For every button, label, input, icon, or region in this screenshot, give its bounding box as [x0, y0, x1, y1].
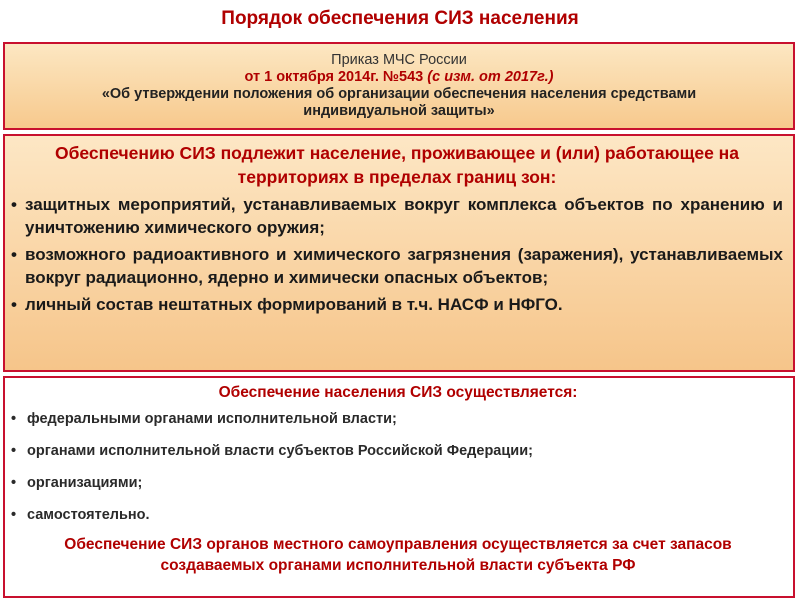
slide-title: Порядок обеспечения СИЗ населения	[221, 8, 579, 29]
bullet-icon: •	[11, 507, 17, 523]
subject-heading: Обеспечению СИЗ подлежит население, проживающее и (или) работающее на территориях в пределах границ зон:	[55, 143, 739, 187]
subject-item-text: личный состав нештатных формирований в т.ч. НАСФ и НФГО.	[25, 295, 563, 314]
bullet-icon: •	[11, 245, 17, 264]
order-amendment: (с изм. от 2017г.)	[427, 69, 554, 85]
bullet-icon: •	[11, 443, 17, 459]
bullet-icon: •	[11, 475, 17, 491]
supply-item	[11, 506, 785, 524]
order-line-4: индивидуальной защиты»	[303, 103, 495, 119]
supply-footer: Обеспечение СИЗ органов местного самоуправления осуществляется за счет запасов создаваемых органами исполнительной власти субъекта РФ	[64, 536, 732, 574]
supply-box	[3, 376, 795, 598]
supply-item-text: федеральными органами исполнительной власти;	[27, 411, 397, 427]
supply-item	[11, 474, 785, 492]
subject-item-text: возможного радиоактивного и химического загрязнения (заражения), устанавливаемых вокруг радиационно, ядерно и химически опасных объектов;	[25, 245, 783, 287]
bullet-icon: •	[11, 295, 17, 314]
bullet-icon: •	[11, 411, 17, 427]
order-line-3: «Об утверждении положения об организации обеспечения населения средствами	[101, 86, 697, 102]
order-date-number: от 1 октября 2014г. №543	[244, 69, 424, 85]
supply-item	[11, 442, 785, 460]
supply-item-text: самостоятельно.	[27, 507, 150, 523]
supply-item-text: организациями;	[27, 475, 143, 491]
subject-item	[11, 193, 783, 239]
order-line-1: Приказ МЧС России	[331, 52, 467, 68]
subject-item-text: защитных мероприятий, устанавливаемых вокруг комплекса объектов по хранению и уничтожению химического оружия;	[25, 195, 783, 237]
supply-item	[11, 410, 785, 428]
order-line-2	[5, 69, 793, 86]
bullet-icon: •	[11, 195, 17, 214]
subject-box	[3, 134, 795, 372]
subject-item	[11, 293, 783, 316]
supply-heading: Обеспечение населения СИЗ осуществляется:	[218, 384, 578, 401]
supply-item-text: органами исполнительной власти субъектов Российской Федерации;	[27, 443, 533, 459]
order-box	[3, 42, 795, 130]
subject-item	[11, 243, 783, 289]
